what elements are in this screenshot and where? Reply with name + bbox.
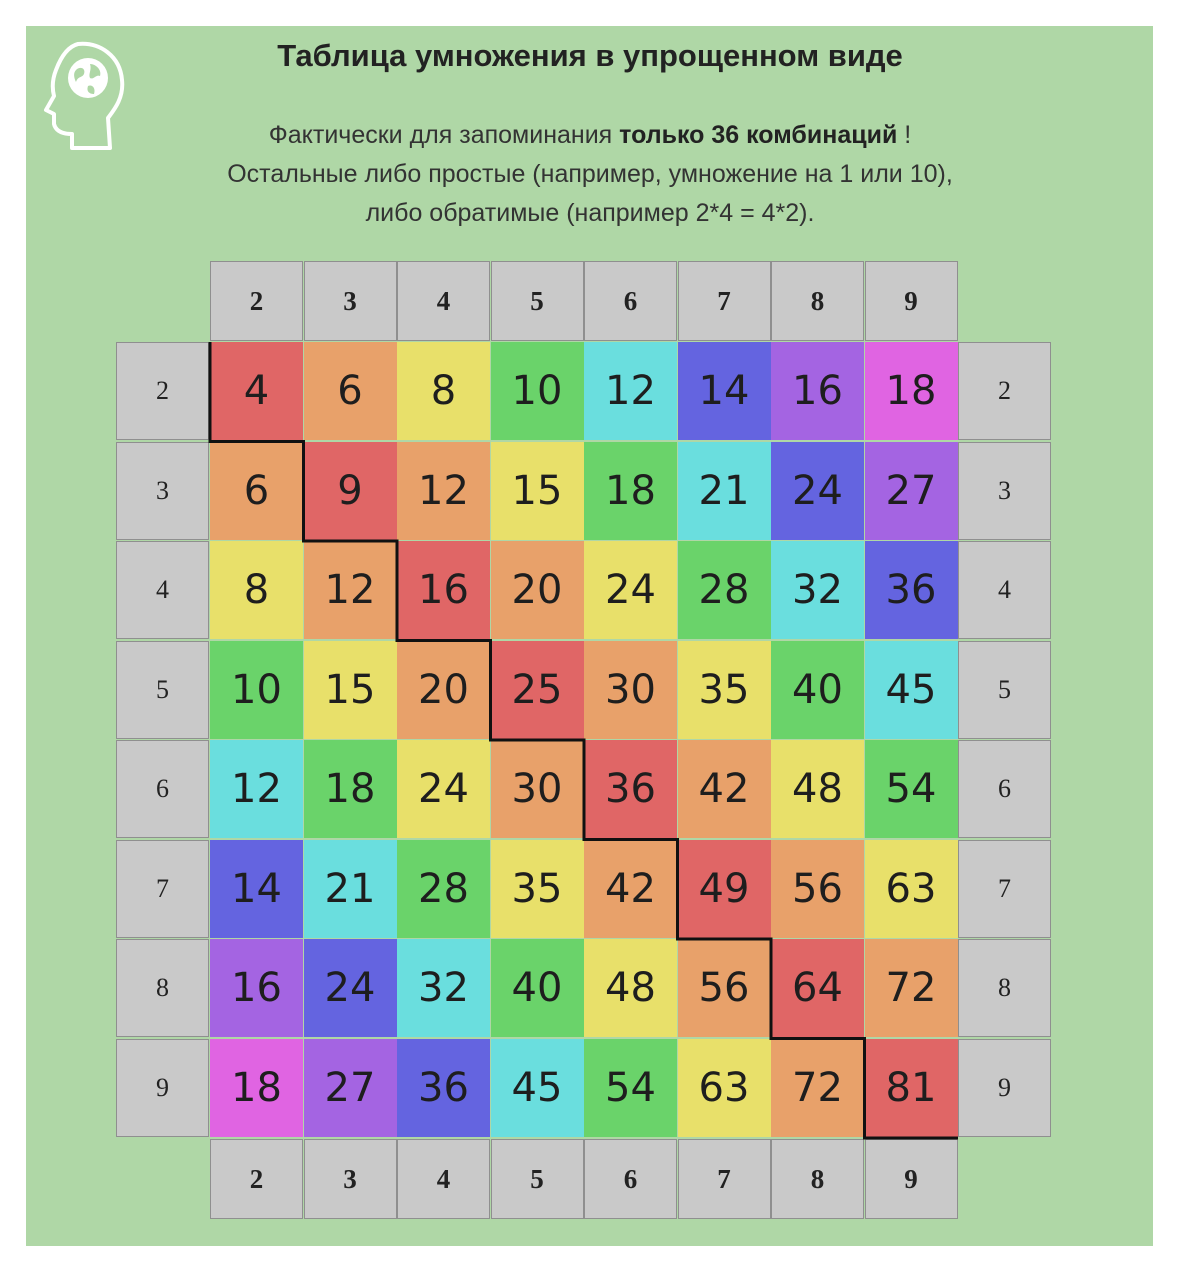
product-cell: 12 [397, 442, 490, 540]
row-header-right: 7 [958, 840, 1051, 938]
column-header-top: 3 [304, 261, 397, 341]
product-cell: 36 [865, 541, 958, 639]
column-header-bottom: 2 [210, 1139, 303, 1219]
row-header-left: 3 [116, 442, 209, 540]
product-cell: 64 [771, 939, 864, 1037]
product-cell: 81 [865, 1039, 958, 1137]
product-cell: 32 [771, 541, 864, 639]
product-cell: 54 [584, 1039, 677, 1137]
product-cell: 56 [771, 840, 864, 938]
product-cell: 14 [678, 342, 771, 440]
product-cell: 63 [865, 840, 958, 938]
product-cell: 16 [771, 342, 864, 440]
product-cell: 16 [210, 939, 303, 1037]
product-cell: 28 [397, 840, 490, 938]
row-header-right: 5 [958, 641, 1051, 739]
column-header-top: 7 [678, 261, 771, 341]
row-header-left: 4 [116, 541, 209, 639]
row-header-right: 9 [958, 1039, 1051, 1137]
product-cell: 9 [304, 442, 397, 540]
product-cell: 15 [304, 641, 397, 739]
column-header-bottom: 4 [397, 1139, 490, 1219]
product-cell: 49 [678, 840, 771, 938]
product-cell: 42 [584, 840, 677, 938]
product-cell: 36 [397, 1039, 490, 1137]
product-cell: 54 [865, 740, 958, 838]
page-title: Таблица умножения в упрощенном виде [277, 38, 903, 73]
subtitle-line-1-bold: только 36 комбинаций [619, 121, 898, 149]
product-cell: 21 [304, 840, 397, 938]
column-header-top: 5 [491, 261, 584, 341]
product-cell: 35 [491, 840, 584, 938]
product-cell: 24 [304, 939, 397, 1037]
row-header-right: 3 [958, 442, 1051, 540]
product-cell: 16 [397, 541, 490, 639]
product-cell: 27 [304, 1039, 397, 1137]
product-cell: 12 [210, 740, 303, 838]
row-header-left: 2 [116, 342, 209, 440]
product-cell: 72 [865, 939, 958, 1037]
column-header-bottom: 5 [491, 1139, 584, 1219]
column-header-top: 8 [771, 261, 864, 341]
column-header-bottom: 9 [865, 1139, 958, 1219]
product-cell: 30 [491, 740, 584, 838]
product-cell: 42 [678, 740, 771, 838]
product-cell: 27 [865, 442, 958, 540]
product-cell: 40 [491, 939, 584, 1037]
row-header-right: 6 [958, 740, 1051, 838]
product-cell: 21 [678, 442, 771, 540]
product-cell: 72 [771, 1039, 864, 1137]
product-cell: 48 [584, 939, 677, 1037]
product-cell: 20 [491, 541, 584, 639]
product-cell: 45 [491, 1039, 584, 1137]
row-header-left: 9 [116, 1039, 209, 1137]
row-header-right: 2 [958, 342, 1051, 440]
product-cell: 18 [210, 1039, 303, 1137]
product-cell: 4 [210, 342, 303, 440]
product-cell: 10 [491, 342, 584, 440]
column-header-bottom: 3 [304, 1139, 397, 1219]
product-cell: 35 [678, 641, 771, 739]
row-header-right: 4 [958, 541, 1051, 639]
subtitle-line-3: либо обратимые (например 2*4 = 4*2). [365, 199, 815, 227]
product-cell: 40 [771, 641, 864, 739]
product-cell: 36 [584, 740, 677, 838]
product-cell: 63 [678, 1039, 771, 1137]
product-cell: 6 [304, 342, 397, 440]
product-cell: 20 [397, 641, 490, 739]
product-cell: 45 [865, 641, 958, 739]
product-cell: 48 [771, 740, 864, 838]
subtitle-line-2: Остальные либо простые (например, умножение на 1 или 10), [227, 160, 953, 188]
product-cell: 24 [584, 541, 677, 639]
product-cell: 15 [491, 442, 584, 540]
product-cell: 18 [304, 740, 397, 838]
product-cell: 8 [397, 342, 490, 440]
product-cell: 24 [397, 740, 490, 838]
row-header-right: 8 [958, 939, 1051, 1037]
product-cell: 32 [397, 939, 490, 1037]
product-cell: 6 [210, 442, 303, 540]
column-header-top: 6 [584, 261, 677, 341]
product-cell: 25 [491, 641, 584, 739]
column-header-top: 4 [397, 261, 490, 341]
product-cell: 10 [210, 641, 303, 739]
subtitle-line-1-prefix: Фактически для запоминания [268, 121, 620, 149]
column-header-top: 9 [865, 261, 958, 341]
product-cell: 56 [678, 939, 771, 1037]
column-header-bottom: 6 [584, 1139, 677, 1219]
column-header-bottom: 7 [678, 1139, 771, 1219]
row-header-left: 5 [116, 641, 209, 739]
product-cell: 14 [210, 840, 303, 938]
row-header-left: 6 [116, 740, 209, 838]
product-cell: 30 [584, 641, 677, 739]
row-header-left: 7 [116, 840, 209, 938]
subtitle-line-1-suffix: ! [897, 121, 912, 149]
product-cell: 28 [678, 541, 771, 639]
row-header-left: 8 [116, 939, 209, 1037]
product-cell: 12 [584, 342, 677, 440]
product-cell: 12 [304, 541, 397, 639]
column-header-bottom: 8 [771, 1139, 864, 1219]
product-cell: 18 [865, 342, 958, 440]
column-header-top: 2 [210, 261, 303, 341]
product-cell: 18 [584, 442, 677, 540]
product-cell: 24 [771, 442, 864, 540]
product-cell: 8 [210, 541, 303, 639]
